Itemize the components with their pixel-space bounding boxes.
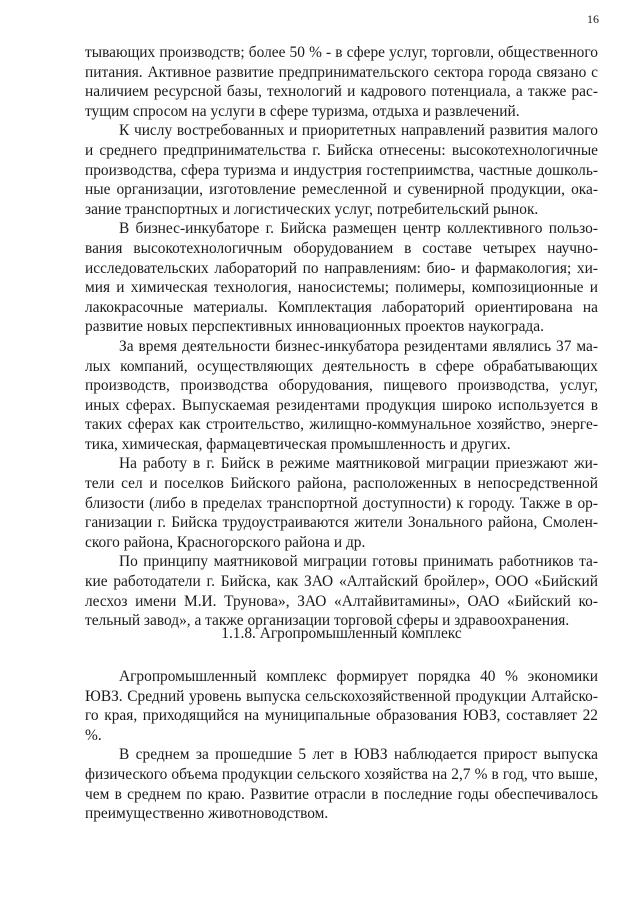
- paragraph-business-incubator-center: В бизнес-инкубаторе г. Бийска размещен центр коллективного пользования высокотехнологичным оборудованием в составе четырех научно-исследовательских лабораторий по направлениям: био- и фармакология; химия и химическая технология, наносистемы; полимеры, композиционные и лакокрасочные материалы. Комплектация лабораторий ориентирована на развитие новых перспективных инновационных проектов наукограда.: [85, 220, 598, 336]
- paragraph-employers: По принципу маятниковой миграции готовы принимать работников такие работодатели г. Бийска, как ЗАО «Алтайский бройлер», ООО «Бийский лесхоз имени М.И. Трунова», ЗАО «Алтайвитамины», ОАО «Бийский котельный завод», а также организации торговой сферы и здравоохранения.: [85, 553, 598, 630]
- paragraph-continuation: тывающих производств; более 50 % - в сфере услуг, торговли, общественного питания. Активное развитие предпринимательского сектора города связано с наличием ресурсной базы, технологий и кадрового потенциала, а также растущим спросом на услуги в сфере туризма, отдыха и развлечений.: [85, 44, 598, 120]
- body-text: [85, 43, 598, 631]
- section-heading: 1.1.8. Агропромышленный комплекс: [221, 625, 462, 642]
- paragraph-agro-share: Агропромышленный комплекс формирует порядка 40 % экономики ЮВЗ. Средний уровень выпуска сельскохозяйственной продукции Алтайского края, приходящийся на муниципальные образования ЮВЗ, составляет 22 %.: [85, 668, 598, 744]
- paragraph-priority-directions: К числу востребованных и приоритетных направлений развития малого и среднего предпринимательства г. Бийска отнесены: высокотехнологичные производства, сфера туризма и индустрия гостеприимства, частные дошкольные организации, изготовление ремесленной и сувенирной продукции, оказание транспортных и логистических услуг, потребительский рынок.: [85, 122, 598, 218]
- paragraph-agro-growth: В среднем за прошедшие 5 лет в ЮВЗ наблюдается прирост выпуска физического объема продукции сельского хозяйства на 2,7 % в год, что выше, чем в среднем по краю. Развитие отрасли в последние годы обеспечивалось преимущественно животноводством.: [85, 746, 598, 823]
- page-number: 16: [587, 12, 599, 26]
- paragraph-incubator-residents: За время деятельности бизнес-инкубатора резидентами являлись 37 малых компаний, осуществляющих деятельность в сфере обрабатывающих производств, производства оборудования, пищевого производства, услуг, иных сферах. Выпускаемая резидентами продукция широко используется в таких сферах как строительство, жилищно-коммунальное хозяйство, энергетика, химическая, фармацевтическая промышленность и других.: [85, 337, 598, 453]
- section-text: [85, 667, 598, 824]
- paragraph-pendulum-migration: На работу в г. Бийск в режиме маятниковой миграции приезжают жители сел и поселков Бийского района, расположенных в непосредственной близости (либо в пределах транспортной доступности) к городу. Также в организации г. Бийска трудоустраиваются жители Зонального района, Смоленского района, Красногорского района и др.: [85, 455, 598, 551]
